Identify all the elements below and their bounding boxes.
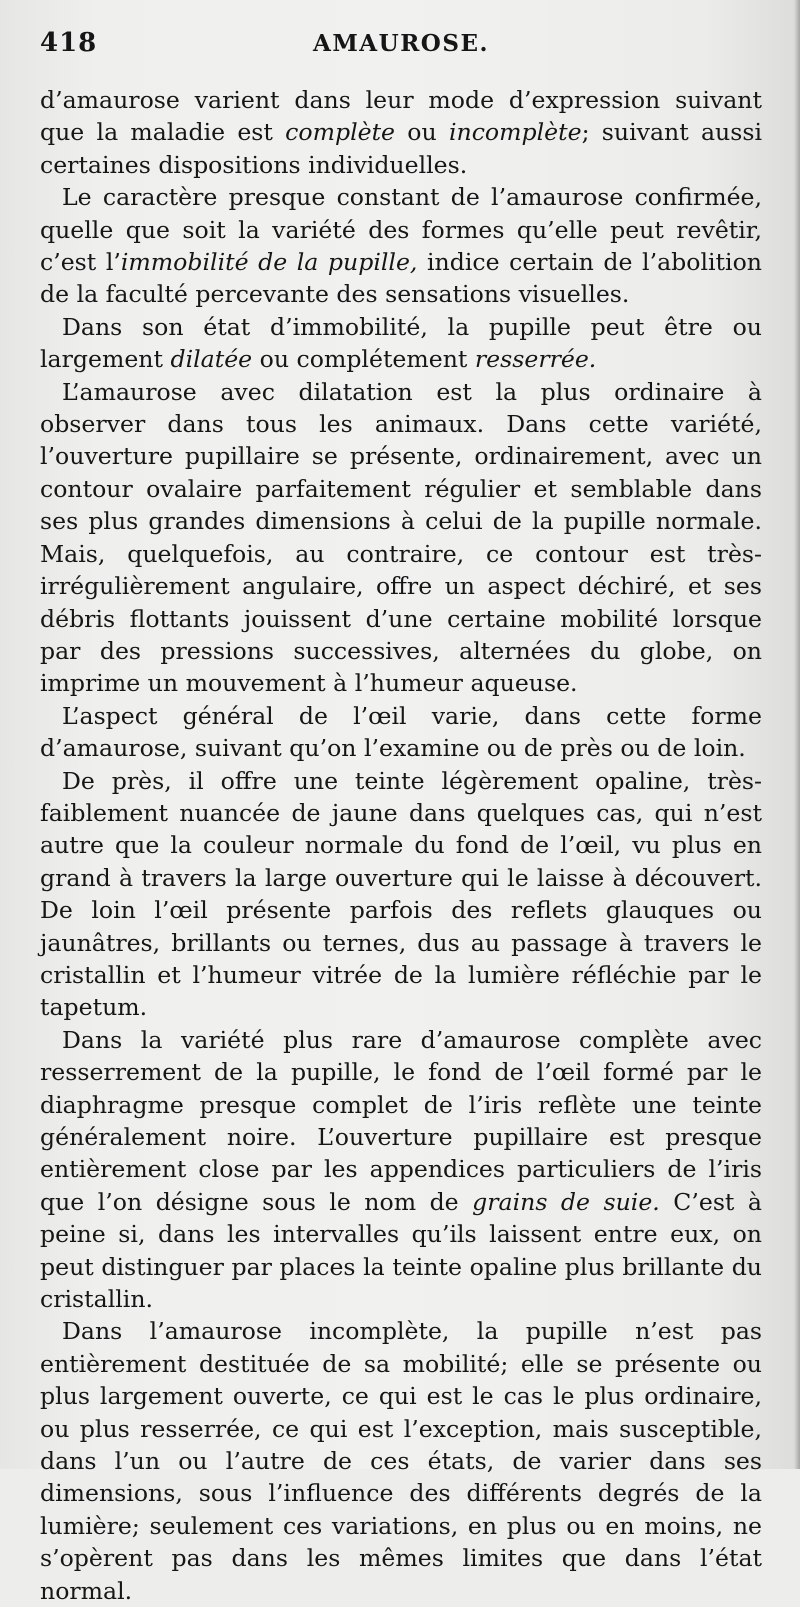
text-segment: C’est à peine si, dans les intervalles qu’ils laissent entre eux, on peut distinguer par places la teinte opaline plus brillante du cristallin. [40,1187,762,1314]
text-segment: d’amaurose varient dans leur mode d’expression suivant que la maladie est [40,86,762,147]
running-head: AMAUROSE. [312,30,489,57]
text-segment: indice certain de l’abolition de la faculté percevante des sensations visuelles. [40,248,762,309]
text-segment: De près, il offre une teinte légèrement opaline, très-faiblement nuancée de jaune dans quelques cas, qui n’est autre que la couleur normale du fond de l’œil, vu plus en grand à travers la large ouverture qui le laisse à découvert. De loin l’œil présente parfois des reflets glauques ou jaunâtres, brillants ou ternes, dus au passage à travers le cristallin et l’humeur vitrée de la lumière réfléchie par le tapetum. [40,766,762,1022]
italic-term-grains-de-suie: grains de suie. [472,1187,660,1216]
paragraph-4 [40,376,762,700]
text-segment: ou [395,118,449,147]
paragraph-6 [40,765,762,1024]
text-segment: L’amaurose avec dilatation est la plus ordinaire à observer dans tous les animaux. Dans cette variété, l’ouverture pupillaire se présente, ordinairement, avec un contour ovalaire parfaitement régulier et semblable dans ses plus grandes dimensions à celui de la pupille normale. Mais, quelquefois, au contraire, ce contour est très-irrégulièrement angulaire, offre un aspect déchiré, et ses débris flottants jouissent d’une certaine mobilité lorsque par des pressions successives, alternées du globe, on imprime un mouvement à l’humeur aqueuse. [40,377,762,698]
italic-term-resserree: resserrée. [474,345,597,374]
page-number: 418 [40,28,98,58]
text-segment: L’aspect général de l’œil varie, dans cette forme d’amaurose, suivant qu’on l’examine ou de près ou de loin. [40,701,762,763]
text-segment: ou complétement [252,345,475,374]
italic-term-complete: complète [285,118,396,147]
text-segment: Dans son état d’immobilité, la pupille peut être ou largement [40,312,762,374]
page-header [40,28,762,84]
italic-term-dilatee: dilatée [170,345,253,374]
text-segment: Dans l’amaurose incomplète, la pupille n’est pas entièrement destituée de sa mobilité; elle se présente ou plus largement ouverte, ce qui est le cas le plus ordinaire, ou plus resserrée, ce qui est l’exception, mais susceptible, dans l’un ou l’autre de ces états, de varier dans ses dimensions, sous l’influence des différents degrés de la lumière; seulement ces variations, en plus ou en moins, ne s’opèrent pas dans les mêmes limites que dans l’état normal. [40,1317,762,1605]
paragraph-3 [40,311,762,376]
paragraph-2 [40,181,762,311]
body-text [40,84,762,1607]
text-segment: Dans la variété plus rare d’amaurose complète avec resserrement de la pupille, le fond de l’œil formé par le diaphragme presque complet de l’iris reflète une teinte généralement noire. L’ouverture pupillaire est presque entièrement close par les appendices particuliers de l’iris que l’on désigne sous le nom de [40,1025,762,1216]
italic-term-immobilite: immobilité de la pupille, [120,248,418,277]
paragraph-1 [40,84,762,181]
text-segment: Le caractère presque constant de l’amaurose confirmée, quelle que soit la variété des formes qu’elle peut revêtir, c’est l’ [40,183,762,277]
paragraph-7 [40,1024,762,1316]
text-segment: ; suivant aussi certaines dispositions individuelles. [40,118,762,179]
paragraph-8 [40,1315,762,1607]
italic-term-incomplete: incomplète [448,118,582,147]
paragraph-5 [40,700,762,765]
